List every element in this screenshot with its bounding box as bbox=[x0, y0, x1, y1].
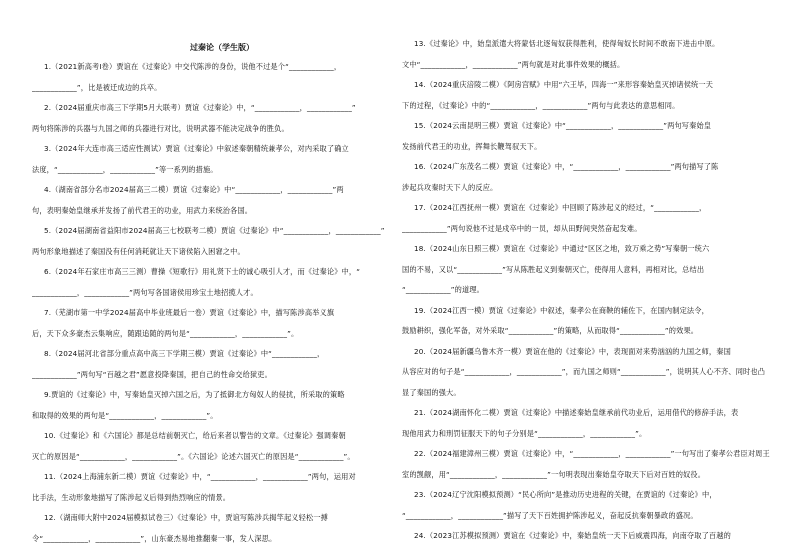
question-item bbox=[402, 75, 770, 116]
question-line: 现他用武力和刑罚征服天下的句子分别是“____________，____________”。 bbox=[402, 428, 647, 438]
question-line: 4.（湖南省部分名市2024届高三二模）贾谊《过秦论》中“____________，____________”两 bbox=[44, 185, 344, 194]
question-line: 5.（2024届湖南省益阳市2024届高三七校联考二模）贾谊《过秦论》中“____________，____________” bbox=[44, 226, 385, 235]
question-item bbox=[32, 221, 400, 262]
question-line: “____________，____________”描写了天下百姓拥护陈涉起义，奋起反抗秦朝暴政的盛况。 bbox=[402, 510, 698, 520]
question-item bbox=[402, 239, 770, 301]
question-line: 8.（2024届河北省部分重点高中高三下学期三模）贾谊《过秦论》中“____________， bbox=[44, 349, 325, 358]
question-line: 发扬前代君王的功业，挥舞长鞭驾驭天下。 bbox=[402, 141, 542, 151]
question-line: 15.（2024云南昆明三模）贾谊《过秦论》中“____________，____________”两句写秦始皇 bbox=[414, 121, 712, 130]
question-line: 23.（2024辽宁沈阳模拟预测）“民心所向”是推动历史进程的关键，在贾谊的《过秦论》中， bbox=[414, 490, 717, 499]
question-line: 7.（芜湖市第一中学2024届高中毕业班最后一卷）贾谊《过秦论》中，描写陈涉高举义旗 bbox=[44, 308, 335, 317]
question-line: 2.（2024届重庆市高三下学期5月大联考）贾谊《过秦论》中，“____________，____________” bbox=[44, 103, 356, 112]
question-line: 比手法，生动形象地描写了陈涉起义后得到热烈响应的情景。 bbox=[32, 492, 231, 502]
question-item bbox=[402, 526, 770, 547]
question-item bbox=[32, 303, 400, 344]
question-item bbox=[402, 157, 770, 198]
question-item bbox=[32, 262, 400, 303]
question-line: ____________”两句说他不过是戍卒中的一员，却从田野间突然奋起发难。 bbox=[402, 223, 642, 233]
question-item bbox=[32, 467, 400, 508]
question-item bbox=[32, 57, 400, 98]
question-line: 10.《过秦论》和《六国论》都是总结前朝灭亡，给后来者以警告的文章。《过秦论》强调秦朝 bbox=[44, 431, 346, 440]
question-line: 22.（2024福建漳州三模）贾谊《过秦论》中，“____________，____________”一句写出了秦孝公君臣对周王 bbox=[414, 449, 770, 458]
question-item bbox=[402, 342, 770, 404]
question-line: 两句将陈涉的兵器与九国之师的兵器进行对比，说明武器不能决定战争的胜负。 bbox=[32, 123, 289, 133]
question-line: 9.贾谊的《过秦论》中，写秦始皇灭掉六国之后，为了抵御北方匈奴人的侵扰，所采取的策略 bbox=[44, 390, 345, 399]
question-line: ____________，____________”两句写各国诸侯用珍宝土地招揽人才。 bbox=[32, 287, 258, 297]
question-item bbox=[402, 116, 770, 157]
question-line: 显了秦国的强大。 bbox=[402, 387, 461, 397]
question-item bbox=[32, 139, 400, 180]
question-line: 从容应对的句子是“____________，____________”，而九国之师则“____________”，说明其人心不齐、同时也凸 bbox=[402, 367, 766, 376]
question-item bbox=[32, 426, 400, 467]
question-line: 鼓励耕织，强化军备，对外采取“____________”的策略，从而取得“____________”的效果。 bbox=[402, 326, 699, 335]
question-item bbox=[32, 344, 400, 385]
question-line: 12.（湖南师大附中2024届模拟试卷三）《过秦论》中，贾谊写陈涉兵揭竿起义轻松一搏 bbox=[44, 513, 328, 522]
question-line: 3.（2024年大连市高三适应性测试）贾谊《过秦论》中叙述秦朝精统兼孝公，对内采取了确立 bbox=[44, 144, 349, 153]
question-item bbox=[32, 98, 400, 139]
question-item bbox=[32, 508, 400, 549]
document-title: 过秦论（学生版） bbox=[190, 43, 254, 52]
question-line: 文中“____________，____________”两句就是对此事件效果的概括。 bbox=[402, 59, 625, 69]
question-line: ____________”，比是被迁成边的兵卒。 bbox=[32, 82, 162, 92]
question-line: 20.（2024届新疆乌鲁木齐一模）贾谊在他的《过秦论》中，表现面对来势汹汹的九国之师，秦国 bbox=[414, 346, 731, 356]
question-item bbox=[32, 180, 400, 221]
question-line: 法度，“____________，____________”等一系列的措施。 bbox=[32, 164, 218, 174]
question-line: 18.（2024山东日照三模）贾谊在《过秦论》中通过“区区之地，致万乘之势”写秦朝一统六 bbox=[414, 244, 710, 253]
question-line: 19.（2024江西一模）贾谊《过秦论》中叙述，秦孝公在商鞅的辅佐下，在国内制定法令， bbox=[414, 305, 709, 315]
question-item bbox=[402, 301, 770, 342]
question-line: 灭亡的原因是“____________，____________”。《六国论》论述六国灭亡的原因是“____________”。 bbox=[32, 451, 355, 461]
question-line: 16.（2024广东茂名二模）贾谊《过秦论》中，“____________，____________”两句描写了陈 bbox=[414, 162, 719, 171]
question-line: 后，天下众多豪杰云集响应，随跟追随的两句是“____________，____________”。 bbox=[32, 328, 299, 338]
question-line: 13.《过秦论》中，始皇派遣大将蒙恬北逐匈奴获得胜利，使得匈奴长时间不敢南下进击中原。 bbox=[414, 39, 720, 48]
question-line: 6.（2024年石家庄市高三三测）曹操《短歌行》用礼贤下士的诚心吸引人才，而《过秦论》中，“ bbox=[44, 267, 361, 276]
question-item bbox=[402, 485, 770, 526]
question-item bbox=[402, 198, 770, 239]
question-line: 17.（2024江西抚州一模）贾谊在《过秦论》中回顾了陈涉起义的经过，“____________， bbox=[414, 203, 707, 212]
question-line: 21.（2024湖南怀化二模）贾谊《过秦论》中描述秦始皇继承前代功业后，运用借代的修辞手法，表 bbox=[414, 408, 739, 417]
question-line: 涉起兵攻秦时天下人的反应。 bbox=[402, 182, 498, 192]
question-line: 室的觊觎，用“____________，____________”一句明表现出秦始皇夺取天下后对百姓的奴役。 bbox=[402, 469, 706, 479]
question-line: 11.（2024上海浦东新二模）贾谊《过秦论》中，“____________，____________”两句，运用对 bbox=[44, 472, 356, 481]
question-item bbox=[402, 403, 770, 444]
question-line: 两句形象地描述了秦国没有任何消耗就让天下诸侯陷入困窘之中。 bbox=[32, 246, 245, 256]
question-line: 令“____________，____________”，山东豪杰易地推翻秦一事，发人深思。 bbox=[32, 533, 277, 543]
question-item bbox=[402, 444, 770, 485]
question-line: 24.（2023江苏模拟预测）贾谊在《过秦论》中，秦始皇统一天下后威震四海，向南夺取了百越的 bbox=[414, 531, 731, 540]
question-line: 国的不易，又以“____________”写从陈胜起义到秦朝灭亡，使得用人意料，再相对比，总结出 bbox=[402, 264, 705, 274]
question-line: “____________”的道理。 bbox=[402, 285, 485, 294]
question-item bbox=[32, 385, 400, 426]
question-item bbox=[402, 34, 770, 75]
question-line: 下的过程，《过秦论》中的“____________，____________”两句与此表达的意思相同。 bbox=[402, 100, 680, 110]
question-line: 句，表明秦始皇继承并发扬了前代君王的功业，用武力来统治各国。 bbox=[32, 205, 253, 215]
question-line: 14.（2024重庆涪陵二模）《阿房宫赋》中用“六王毕，四海一”来形容秦始皇灭掉诸侯统一天 bbox=[414, 80, 714, 89]
question-line: 和取得的效果的两句是“____________，____________”。 bbox=[32, 410, 218, 420]
question-line: ____________”两句写“百越之君”愿意投降秦国，把自己的性命交给狱吏。 bbox=[32, 369, 272, 379]
question-line: 1.（2021新高考Ⅰ卷）贾谊在《过秦论》中交代陈涉的身份，说他不过是个“____________， bbox=[44, 62, 342, 71]
